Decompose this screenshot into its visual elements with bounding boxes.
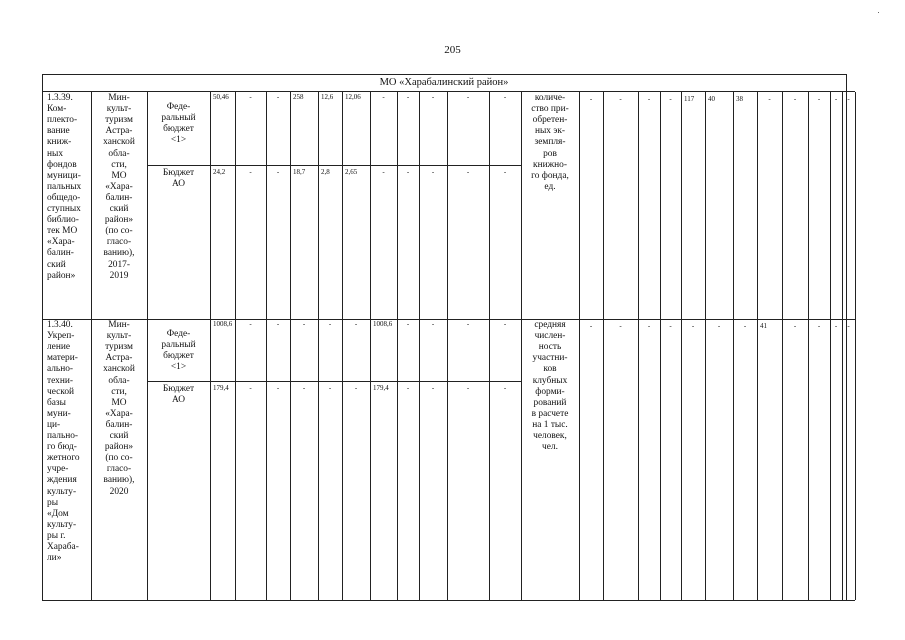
budget-value-cell: -: [276, 320, 280, 328]
row-executor-line: туризм: [105, 115, 133, 126]
budget-value-cell: 24,2: [213, 168, 226, 176]
budget-value-cell: -: [276, 384, 280, 392]
indicator-name-line: ность: [538, 342, 562, 353]
row-executor-line: (по со-: [105, 226, 133, 237]
row-executor-line: Мин-: [108, 320, 130, 330]
budget-value-cell: 12,06: [345, 93, 361, 101]
budget-label-line: Феде-: [166, 329, 191, 339]
budget-value-cell: -: [466, 320, 470, 328]
indicator-value-cell: -: [647, 322, 651, 330]
budget-value-cell: -: [328, 320, 332, 328]
indicator-value-cell: -: [847, 95, 850, 103]
indicator-value-cell: -: [589, 95, 593, 103]
budget-value-cell: -: [406, 320, 410, 328]
indicator-name-line: рований: [533, 397, 567, 408]
row-code-line: ально-: [47, 364, 74, 375]
budget-value-cell: -: [249, 168, 252, 176]
row-code-line: ждения: [47, 475, 77, 486]
row-code-line: район»: [47, 270, 76, 281]
budget-label-line: АО: [171, 395, 186, 406]
row-code-line: ры: [47, 497, 58, 508]
budget-value-cell: 1008,6: [373, 320, 393, 328]
row-code-line: фондов: [47, 159, 77, 170]
row-executor-line: МО: [111, 170, 127, 181]
budget-value-cell: -: [249, 384, 252, 392]
budget-value-cell: 12,6: [321, 93, 334, 101]
indicator-name-line: числен-: [534, 331, 566, 342]
indicator-column-border-6: [757, 92, 758, 600]
row-executor-line: туризм: [105, 342, 133, 353]
budget-label-line: Бюджет: [162, 168, 195, 178]
budget-label-line: ральный: [161, 113, 196, 124]
budget-label-line: бюджет: [163, 124, 194, 135]
row-executor-line: ханской: [103, 364, 135, 375]
budget-value-cell: 50,46: [213, 93, 229, 101]
budget-value-cell: 2,8: [321, 168, 330, 176]
indicator-name-line: человек,: [533, 431, 567, 441]
budget-label-line: <1>: [170, 135, 187, 146]
row-executor-line: культ-: [106, 104, 132, 115]
row-code-line: культу-: [47, 519, 77, 530]
budget-value-cell: -: [431, 168, 435, 176]
row-executor-line: ванию),: [103, 248, 135, 259]
indicator-column-border-7: [782, 92, 783, 600]
budget-value-cell: 258: [293, 93, 304, 101]
budget-value-cell: -: [503, 93, 507, 101]
page-number: 205: [444, 44, 461, 56]
row-code-line: Укреп-: [47, 331, 75, 342]
budget-value-cell: -: [431, 93, 435, 101]
budget-value-cell: -: [503, 384, 507, 392]
budget-value-cell: -: [382, 168, 385, 176]
indicator-value-cell: -: [834, 322, 838, 330]
budget-label-line: АО: [171, 179, 186, 190]
row-executor-line: ханской: [103, 137, 135, 148]
value-column-border-4: [342, 92, 343, 600]
budget-value-cell: -: [503, 320, 507, 328]
budget-value-cell: -: [466, 384, 470, 392]
table-top-border: [42, 74, 846, 75]
column-border-4: [579, 92, 580, 600]
column-border-2: [210, 92, 211, 600]
row-code-line: матери-: [47, 353, 78, 364]
row-executor-line: «Хара-: [105, 181, 133, 192]
row-executor-line: Астра-: [105, 126, 133, 137]
row-executor-line: ский: [109, 431, 129, 441]
indicator-name-line: в расчете: [531, 408, 569, 419]
budget-value-cell: 179,4: [213, 384, 229, 392]
indicator-name-line: ство при-: [531, 104, 569, 115]
indicator-name-line: количе-: [534, 93, 566, 103]
row-executor-line: район»: [104, 442, 134, 453]
budget-value-cell: -: [276, 93, 280, 101]
indicator-value-cell: -: [619, 322, 622, 330]
indicator-column-border-1: [638, 92, 639, 600]
row-executor-line: сти,: [111, 386, 127, 397]
row-code-line: базы: [47, 397, 66, 408]
budget-value-cell: -: [249, 320, 252, 328]
column-border-6: [855, 92, 856, 600]
indicator-name-line: ных эк-: [534, 126, 566, 137]
row-code-line: общедо-: [47, 192, 81, 203]
indicator-value-cell: -: [847, 322, 850, 330]
indicator-name-line: обретен-: [532, 115, 568, 126]
indicator-value-cell: 117: [684, 95, 695, 103]
indicator-name-line: форми-: [535, 386, 565, 397]
budget-subrow-separator-0: [147, 165, 521, 166]
budget-label-line: Бюджет: [162, 384, 195, 394]
region-header: МО «Харабалинский район»: [379, 77, 509, 88]
budget-value-cell: -: [354, 320, 358, 328]
budget-value-cell: -: [302, 320, 306, 328]
row-code-line: ление: [47, 342, 71, 353]
table-bottom-border: [42, 600, 855, 601]
indicator-value-cell: 41: [760, 322, 767, 330]
row-code-line: техни-: [47, 375, 73, 386]
row-code-line: учре-: [47, 464, 69, 475]
row-code-line: плекто-: [47, 115, 78, 126]
indicator-name-line: го фонда,: [531, 170, 569, 181]
row-executor-line: балин-: [105, 419, 133, 430]
budget-value-cell: 179,4: [373, 384, 389, 392]
row-code-line: ский: [47, 259, 66, 270]
row-executor-line: (по со-: [105, 453, 133, 464]
indicator-value-cell: 40: [708, 95, 715, 103]
indicator-name-line: ров: [543, 148, 557, 159]
budget-value-cell: -: [354, 384, 358, 392]
indicator-value-cell: -: [669, 95, 672, 103]
indicator-value-cell: -: [691, 322, 695, 330]
budget-value-cell: -: [302, 384, 306, 392]
indicator-name-line: на 1 тыс.: [532, 419, 568, 430]
indicator-name-line: чел.: [542, 442, 558, 453]
row-executor-line: 2019: [109, 270, 129, 281]
budget-value-cell: -: [503, 168, 507, 176]
budget-value-cell: -: [466, 93, 470, 101]
row-executor-line: «Хара-: [105, 408, 133, 419]
indicator-column-border-4: [705, 92, 706, 600]
indicator-column-border-9: [830, 92, 831, 600]
row-code-line: библио-: [47, 215, 79, 226]
indicator-value-cell: -: [669, 322, 672, 330]
row-executor-line: район»: [104, 215, 134, 226]
row-code-line: «Хара-: [47, 237, 75, 248]
row-executor-line: обла-: [108, 375, 130, 386]
row-code-line: го бюд-: [47, 442, 77, 453]
row-code-line: ческой: [47, 386, 75, 397]
indicator-value-cell: -: [817, 322, 821, 330]
row-code-line: ных: [47, 148, 64, 159]
indicator-value-cell: -: [589, 322, 593, 330]
indicator-name-line: книжно-: [533, 159, 567, 170]
scan-speck: [878, 12, 879, 13]
table-left-border: [42, 74, 43, 601]
indicator-column-border-0: [603, 92, 604, 600]
indicator-value-cell: -: [647, 95, 651, 103]
budget-value-cell: -: [406, 93, 410, 101]
budget-value-cell: -: [328, 384, 332, 392]
row-code-line: пальных: [47, 181, 82, 192]
row-code-line: книж-: [47, 137, 72, 148]
row-code-line: ры г.: [47, 530, 66, 541]
indicator-value-cell: -: [834, 95, 838, 103]
row-executor-line: 2017-: [108, 259, 130, 270]
row-executor-line: 2020: [109, 486, 129, 497]
row-code-line: ци-: [47, 419, 61, 430]
row-code-line: 1.3.39.: [47, 93, 73, 103]
value-column-border-3: [318, 92, 319, 600]
indicator-column-border-3: [681, 92, 682, 600]
budget-value-cell: -: [276, 168, 280, 176]
budget-label-line: ральный: [161, 340, 196, 351]
indicator-column-border-2: [660, 92, 661, 600]
row-executor-line: гласо-: [106, 237, 132, 248]
indicator-value-cell: -: [793, 322, 797, 330]
row-executor-line: Мин-: [108, 93, 130, 103]
indicator-name-line: земпля-: [534, 137, 566, 148]
row-executor-line: сти,: [111, 159, 127, 170]
indicator-name-line: средняя: [534, 320, 566, 330]
row-executor-line: гласо-: [106, 464, 132, 475]
budget-value-cell: -: [406, 384, 410, 392]
row-executor-line: обла-: [108, 148, 130, 159]
indicator-name-line: ед.: [544, 181, 556, 192]
indicator-name-line: клубных: [532, 375, 568, 386]
indicator-column-border-8: [808, 92, 809, 600]
budget-label-line: бюджет: [163, 351, 194, 362]
row-code-line: жетного: [47, 453, 80, 464]
indicator-value-cell: -: [743, 322, 747, 330]
row-executor-line: ский: [109, 204, 129, 214]
row-code-line: Ком-: [47, 104, 67, 115]
budget-value-cell: 1008,6: [213, 320, 233, 328]
indicator-value-cell: -: [817, 95, 821, 103]
row-code-line: вание: [47, 126, 70, 137]
row-code-line: Харабa-: [47, 542, 79, 552]
budget-value-cell: -: [249, 93, 252, 101]
indicator-value-cell: -: [793, 95, 797, 103]
row-code-line: балин-: [47, 248, 74, 259]
indicator-value-cell: -: [619, 95, 622, 103]
row-executor-line: балин-: [105, 192, 133, 203]
row-code-line: ли»: [47, 553, 62, 564]
budget-value-cell: -: [406, 168, 410, 176]
column-border-5: [846, 92, 847, 600]
row-code-line: культу-: [47, 486, 77, 497]
value-column-border-2: [290, 92, 291, 600]
indicator-column-border-5: [733, 92, 734, 600]
indicator-name-line: участни-: [532, 353, 568, 364]
row-code-line: муни-: [47, 408, 71, 419]
row-executor-line: ванию),: [103, 475, 135, 486]
table-right-border: [846, 74, 847, 92]
indicator-name-line: ков: [543, 364, 557, 375]
indicator-value-cell: -: [717, 322, 721, 330]
budget-value-cell: -: [382, 93, 385, 101]
budget-subrow-separator-1: [147, 381, 521, 382]
row-code-line: «Дом: [47, 508, 69, 519]
budget-value-cell: 18,7: [293, 168, 306, 176]
budget-value-cell: -: [431, 384, 435, 392]
row-code-line: 1.3.40.: [47, 320, 73, 330]
indicator-value-cell: -: [768, 95, 771, 103]
budget-label-line: <1>: [170, 362, 187, 373]
budget-label-line: Феде-: [166, 102, 191, 112]
row-executor-line: МО: [111, 397, 127, 408]
indicator-value-cell: 38: [736, 95, 743, 103]
row-code-line: муници-: [47, 170, 81, 181]
row-code-line: тек МО: [47, 226, 78, 237]
indicator-column-border-10: [842, 92, 843, 600]
row-executor-line: культ-: [106, 331, 132, 342]
budget-value-cell: -: [466, 168, 470, 176]
row-executor-line: Астра-: [105, 353, 133, 364]
budget-value-cell: 2,65: [345, 168, 358, 176]
row-code-line: пально-: [47, 431, 79, 441]
row-code-line: ступных: [47, 204, 81, 214]
budget-value-cell: -: [431, 320, 435, 328]
